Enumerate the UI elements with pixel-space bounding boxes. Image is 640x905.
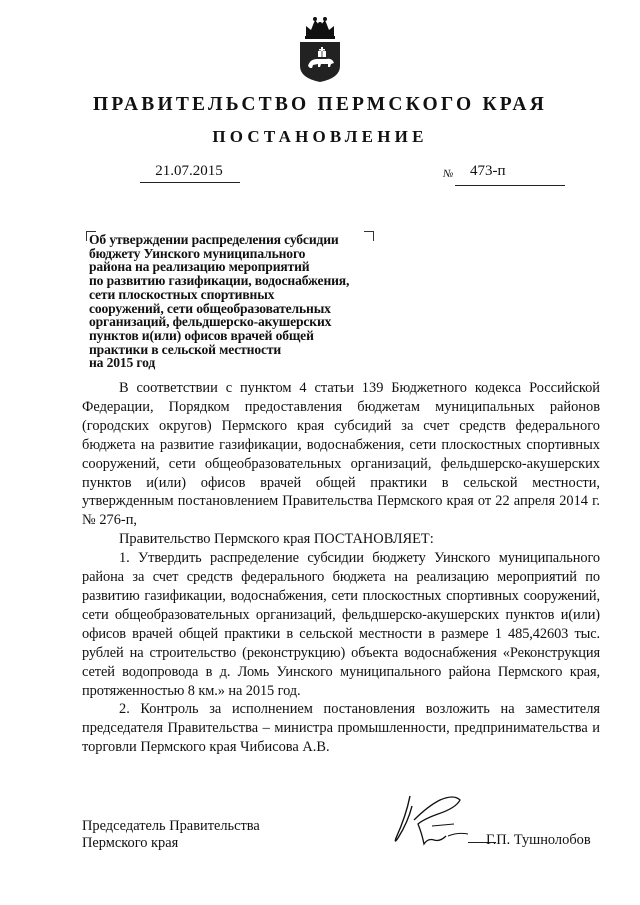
preamble-paragraph: В соответствии с пунктом 4 статьи 139 Бюджетного кодекса Российской Федерации, Порядком предоставления бюджетам муниципальных районов (городских округов) Пермского края субсидий за счет средств федерального бюджета на развитие газификации, водоснабжения, сети плоскостных спортивных сооружений, сети общеобразовательных организаций, фельдшерско-акушерских пунктов и(или) офисов врачей общей практики в сельской местности, утвержденным постановлением Правительства Пермского края от 22 апреля 2014 г. № 276-п, <box>82 380 600 529</box>
subject-line: Об утверждении распределения субсидии <box>89 232 339 247</box>
date-underline <box>140 182 240 183</box>
subject-line: пунктов и(или) офисов врачей общей <box>89 327 314 343</box>
decree-body <box>82 379 600 757</box>
subject-line: сооружений, сети общеобразовательных <box>89 300 331 316</box>
subject-line: района на реализацию мероприятий <box>89 259 310 275</box>
decree-subject <box>89 233 389 370</box>
number-underline <box>455 185 565 186</box>
signatory-title-line-2: Пермского края <box>82 834 179 851</box>
signatory-title-line-1: Председатель Правительства <box>82 818 260 834</box>
signatory-name: Г.П. Тушнолобов <box>486 832 591 848</box>
decree-number: 473-п <box>470 163 506 179</box>
clause-2-paragraph: 2. Контроль за исполнением постановления возложить на заместителя председателя Правительства – министра промышленности, предпринимательства и торговли Пермского края Чибисова А.В. <box>82 701 600 756</box>
resolution-paragraph: Правительство Пермского края ПОСТАНОВЛЯЕТ: <box>119 531 434 548</box>
decree-date: 21.07.2015 <box>155 163 223 179</box>
number-sign: № <box>443 168 454 180</box>
subject-line: практики в сельской местности <box>89 341 282 357</box>
subject-line: организаций, фельдшерско-акушерских <box>89 314 332 330</box>
subject-line: на 2015 год <box>89 355 156 371</box>
subject-line: сети плоскостных спортивных <box>89 286 275 302</box>
decree-type-title: ПОСТАНОВЛЕНИЕ <box>212 127 428 146</box>
subject-line: бюджету Уинского муниципального <box>89 245 306 261</box>
signatory-title <box>82 818 260 851</box>
subject-line: по развитию газификации, водоснабжения, <box>89 273 350 289</box>
clause-1-paragraph: 1. Утвердить распределение субсидии бюджету Уинского муниципального района за счет средств федерального бюджета на реализацию мероприятий по развитию газификации, водоснабжения, сети плоскостных спортивных сооружений, сети общеобразовательных организаций, фельдшерско-акушерских пунктов и(или) офисов врачей общей практики в сельской местности в размере 1 485,42603 тыс. рублей на строительство (реконструкцию) объекта водоснабжения «Реконструкция сетей водопровода в д. Ломь Уинского муниципального района Пермского края, протяженностью 8 км.» на 2015 год. <box>82 550 600 699</box>
government-title: ПРАВИТЕЛЬСТВО ПЕРМСКОГО КРАЯ <box>93 94 547 115</box>
coat-of-arms-icon <box>296 14 344 84</box>
